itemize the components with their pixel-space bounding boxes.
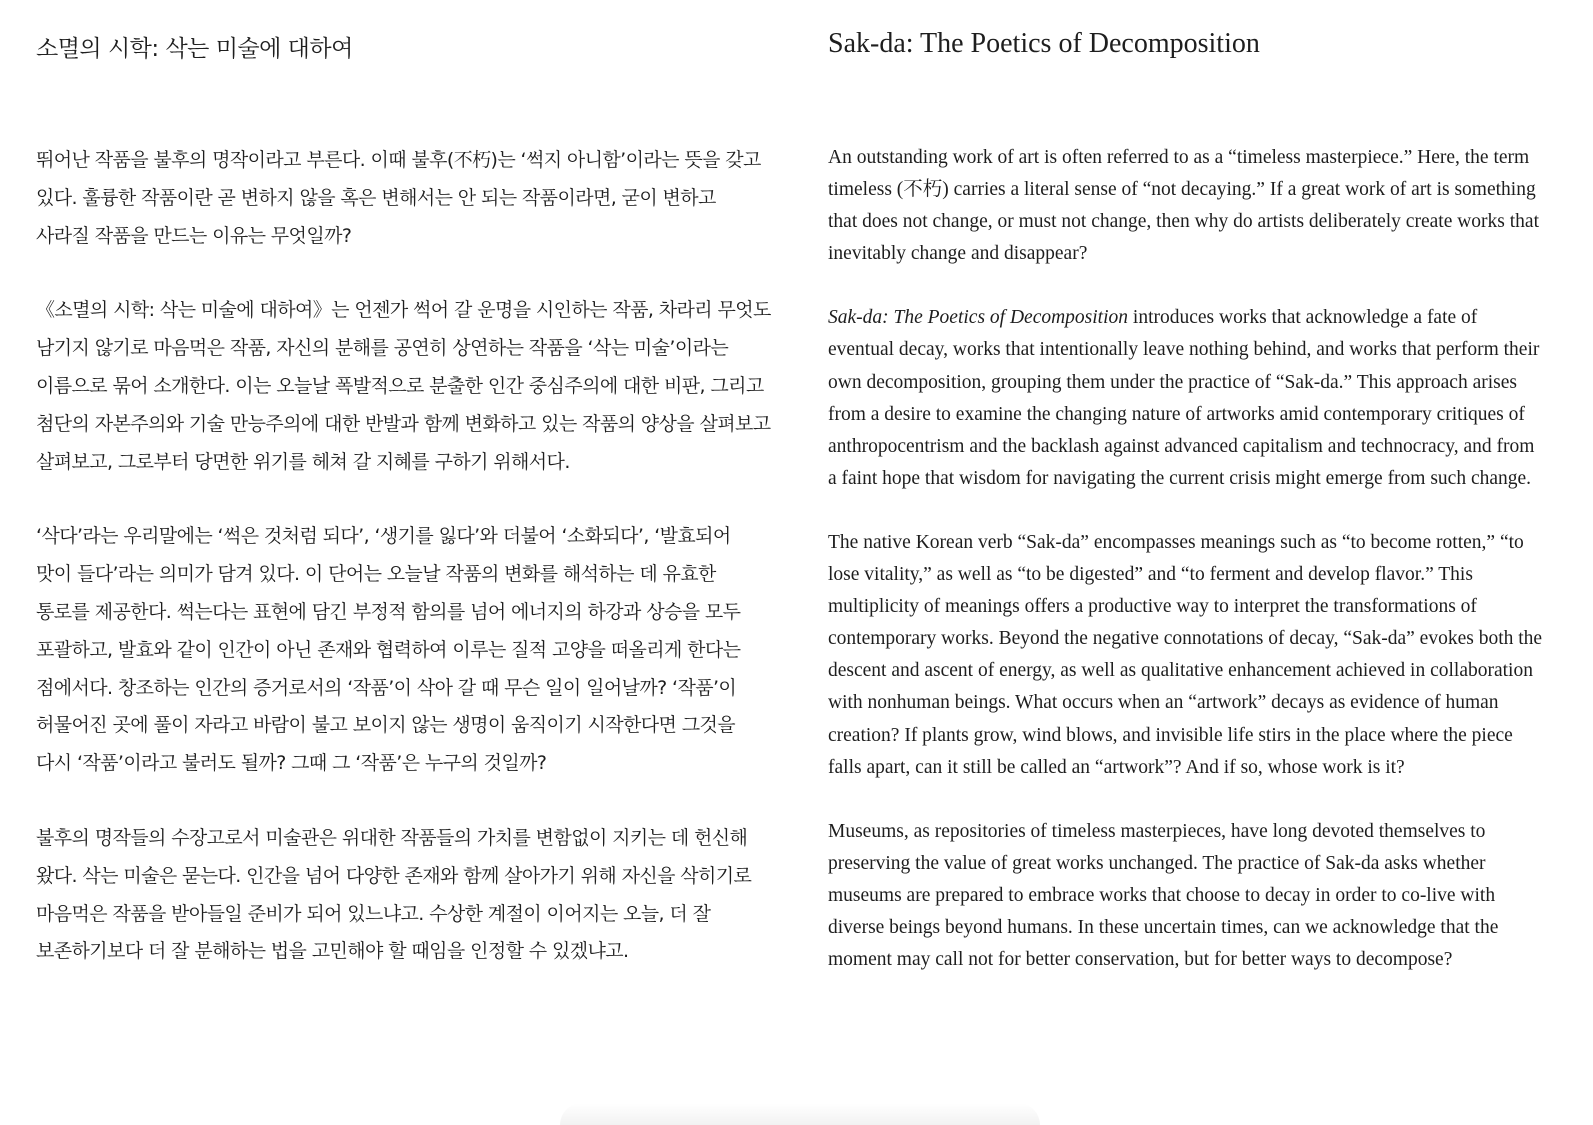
korean-paragraph-2: 《소멸의 시학: 삭는 미술에 대하여》는 언젠가 썩어 갈 운명을 시인하는 작품, 차라리 무엇도 남기지 않기로 마음먹은 작품, 자신의 분해를 공연히 상연하는 작품을 ‘삭는 미술’이라는 이름으로 묶어 소개한다. 이는 오늘날 폭발적으로 분출한 인간 중심주의에 대한 비판, 그리고 첨단의 자본주의와 기술 만능주의에 대한 반발과 함께 변화하고 있는 작품의 양상을 살펴보고 살펴보고, 그로부터 당면한 위기를 헤쳐 갈 지혜를 구하기 위해서다. bbox=[36, 299, 771, 473]
english-paragraph-3: The native Korean verb “Sak-da” encompasses meanings such as “to become rotten,” “to lose vitality,” as well as “to be digested” and “to ferment and develop flavor.” This multiplicity of meanings offers a productive way to interpret the transformations of contemporary works. Beyond the negative connotations of decay, “Sak-da” evokes both the descent and ascent of energy, as well as qualitative enhancement achieved in collaboration with nonhuman beings. What occurs when an “artwork” decays as evidence of human creation? If plants grow, wind blows, and invisible life stirs in the place where the piece falls apart, can it still be called an “artwork”? And if so, whose work is it? bbox=[828, 531, 1543, 778]
korean-paragraph-1: 뛰어난 작품을 불후의 명작이라고 부른다. 이때 불후(不朽)는 ‘썩지 아니함’이라는 뜻을 갖고 있다. 훌륭한 작품이란 곧 변하지 않을 혹은 변해서는 안 되는 작품이라면, 굳이 변하고 사라질 작품을 만드는 이유는 무엇일까? bbox=[36, 149, 761, 247]
korean-paragraph-4: 불후의 명작들의 수장고로서 미술관은 위대한 작품들의 가치를 변함없이 지키는 데 헌신해 왔다. 삭는 미술은 묻는다. 인간을 넘어 다양한 존재와 함께 살아가기 위해 자신을 삭히기로 마음먹은 작품을 받아들일 준비가 되어 있느냐고. 수상한 계절이 이어지는 오늘, 더 잘 보존하기보다 더 잘 분해하는 법을 고민해야 할 때임을 인정할 수 있겠냐고. bbox=[36, 826, 752, 963]
english-paragraph-4: Museums, as repositories of timeless masterpieces, have long devoted themselves to preserving the value of great works unchanged. The practice of Sak-da asks whether museums are prepared to embrace works that choose to decay in order to co-live with diverse beings beyond humans. In these uncertain times, can we acknowledge that the moment may call not for better conservation, but for better ways to decompose? bbox=[828, 820, 1499, 971]
english-body bbox=[828, 142, 1546, 1008]
korean-paragraph-3: ‘삭다’라는 우리말에는 ‘썩은 것처럼 되다’, ‘생기를 잃다’와 더불어 ‘소화되다’, ‘발효되어 맛이 들다’라는 의미가 담겨 있다. 이 단어는 오늘날 작품의 변화를 해석하는 데 유효한 통로를 제공한다. 썩는다는 표현에 담긴 부정적 함의를 넘어 에너지의 하강과 상승을 모두 포괄하고, 발효와 같이 인간이 아닌 존재와 협력하여 이루는 질적 고양을 떠올리게 한다는 점에서다. 창조하는 인간의 증거로서의 ‘작품’이 삭아 갈 때 무슨 일이 일어날까? ‘작품’이 허물어진 곳에 풀이 자라고 바람이 불고 보이지 않는 생명이 움직이기 시작한다면 그것을 다시 ‘작품’이라고 불러도 될까? 그때 그 ‘작품’은 누구의 것일까? bbox=[36, 525, 741, 775]
exhibition-title-italic: Sak-da: The Poetics of Decomposition bbox=[828, 307, 1129, 329]
english-paragraph-1: An outstanding work of art is often referred to as a “timeless masterpiece.” Here, the term timeless (不朽) carries a literal sense of “not decaying.” If a great work of art is something that does not change, or must not change, then why do artists deliberately create works that inevitably change and disappear? bbox=[828, 147, 1539, 265]
english-paragraph-2-text: introduces works that acknowledge a fate of eventual decay, works that intentionally leave nothing behind, and works that perform their own decomposition, grouping them under the practice of “Sak-da.” This approach arises from a desire to examine the changing nature of artworks amid contemporary critiques of anthropocentrism and the backlash against advanced capitalism and technocracy, and from a faint hope that wisdom for navigating the current crisis might emerge from such change. bbox=[828, 307, 1540, 489]
english-paragraph-2 bbox=[828, 302, 1546, 495]
english-title: Sak-da: The Poetics of Decomposition bbox=[828, 28, 1260, 59]
bottom-scroll-shadow bbox=[560, 1103, 1040, 1125]
korean-body bbox=[36, 142, 771, 1008]
korean-title: 소멸의 시학: 삭는 미술에 대하여 bbox=[36, 36, 353, 62]
